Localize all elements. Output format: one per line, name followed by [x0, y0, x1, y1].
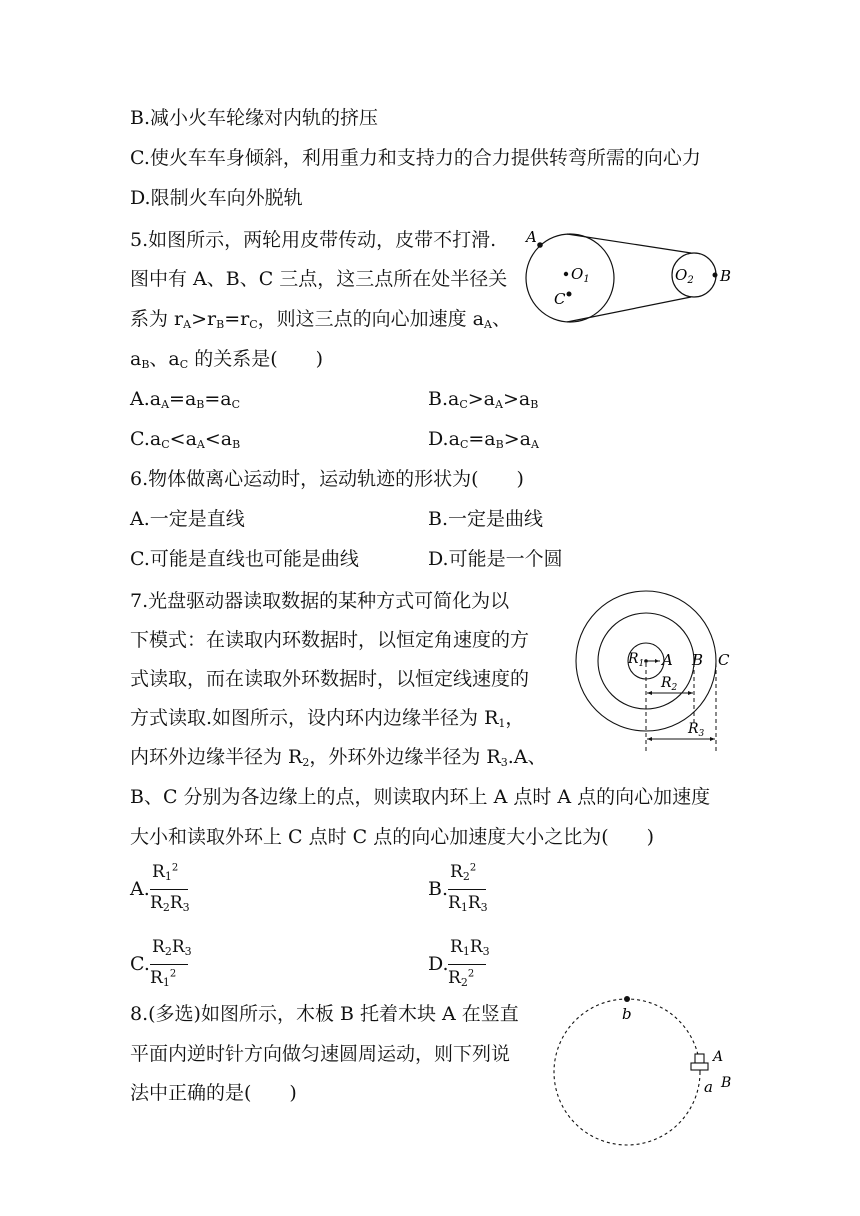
q5-option-a: $A.a_A=a_B=a_C$	[130, 388, 241, 411]
label-b: B	[720, 267, 732, 285]
q6-option-b: B.一定是曲线	[428, 508, 544, 530]
point-b-dot	[713, 273, 718, 278]
q4-option-d: D.限制火车向外脱轨	[130, 187, 303, 209]
point-b-top-dot	[624, 996, 630, 1002]
q7-stem-line-6: B、C 分别为各边缘上的点，则读取内环上 A 点时 A 点的向心加速度	[130, 786, 711, 808]
label-o1: $O_1$	[571, 265, 590, 285]
label-r2: $R_2$	[661, 675, 678, 693]
q5-stem-line-4: $a_B$、$a_C$ 的关系是( )	[130, 348, 324, 371]
label-c: C	[554, 290, 566, 308]
label-r3: $R_3$	[688, 721, 705, 739]
label-a: A	[526, 228, 537, 246]
q7-stem-line-7: 大小和读取外环上 C 点时 C 点的向心加速度大小之比为( )	[130, 826, 655, 848]
label-c: C	[718, 651, 730, 669]
board-b	[691, 1063, 708, 1070]
q6-stem: 6.物体做离心运动时，运动轨迹的形状为( )	[130, 468, 524, 490]
q7-stem-line-4: 方式读取.如图所示，设内环内边缘半径为 $R_1$，	[130, 707, 525, 730]
q7-stem-line-2: 下模式：在读取内环数据时，以恒定角速度的方	[130, 629, 530, 651]
q7-stem-line-3: 式读取，而在读取外环数据时，以恒定线速度的	[130, 668, 530, 690]
belt-upper	[567, 234, 691, 253]
q4-option-b: B.减小火车轮缘对内轨的挤压	[130, 107, 379, 129]
q4-option-c: C.使火车车身倾斜，利用重力和支持力的合力提供转弯所需的向心力	[130, 147, 701, 169]
optical-disc-figure	[566, 583, 736, 758]
q6-option-c: C.可能是直线也可能是曲线	[130, 548, 359, 570]
q5-option-b: $B.a_C>a_A>a_B$	[428, 388, 539, 411]
label-a-point: a	[704, 1078, 713, 1096]
q6-option-a: A.一定是直线	[130, 508, 245, 530]
label-board-b: B	[721, 1075, 732, 1091]
point-a-dot	[537, 242, 543, 248]
circular-motion-figure	[550, 992, 740, 1152]
q5-option-d: $D.a_C=a_B>a_A$	[428, 428, 539, 451]
belt-lower	[567, 297, 691, 322]
label-b-top: b	[622, 1005, 632, 1023]
q5-stem-line-1: 5.如图所示，两轮用皮带传动，皮带不打滑.	[130, 229, 497, 251]
point-o1-dot	[564, 272, 568, 276]
q5-option-c: $C.a_C<a_A<a_B$	[130, 428, 241, 451]
q5-stem-line-2: 图中有 A、B、C 三点，这三点所在处半径关	[130, 268, 508, 290]
label-a: A	[662, 651, 673, 669]
q8-stem-line-3: 法中正确的是( )	[130, 1082, 297, 1104]
point-c-dot	[567, 292, 572, 297]
belt-pulley-figure	[520, 225, 740, 335]
q7-stem-line-5: 内环外边缘半径为 $R_2$，外环外边缘半径为 $R_3.A$、	[130, 746, 547, 769]
block-a	[695, 1054, 704, 1063]
q6-option-d: D.可能是一个圆	[428, 548, 563, 570]
q5-stem-line-3: 系为 $r_A>r_B=r_C$，则这三点的向心加速度 $a_A$、	[130, 308, 511, 331]
q8-stem-line-1: 8.(多选)如图所示，木板 B 托着木块 A 在竖直	[130, 1003, 519, 1025]
label-block-a: A	[713, 1049, 724, 1065]
q7-stem-line-1: 7.光盘驱动器读取数据的某种方式可简化为以	[130, 590, 510, 612]
label-b: B	[692, 651, 704, 669]
label-r1: $R_1$	[628, 651, 645, 669]
label-o2: $O_2$	[675, 266, 694, 286]
q8-stem-line-2: 平面内逆时针方向做匀速圆周运动，则下列说	[130, 1043, 511, 1065]
